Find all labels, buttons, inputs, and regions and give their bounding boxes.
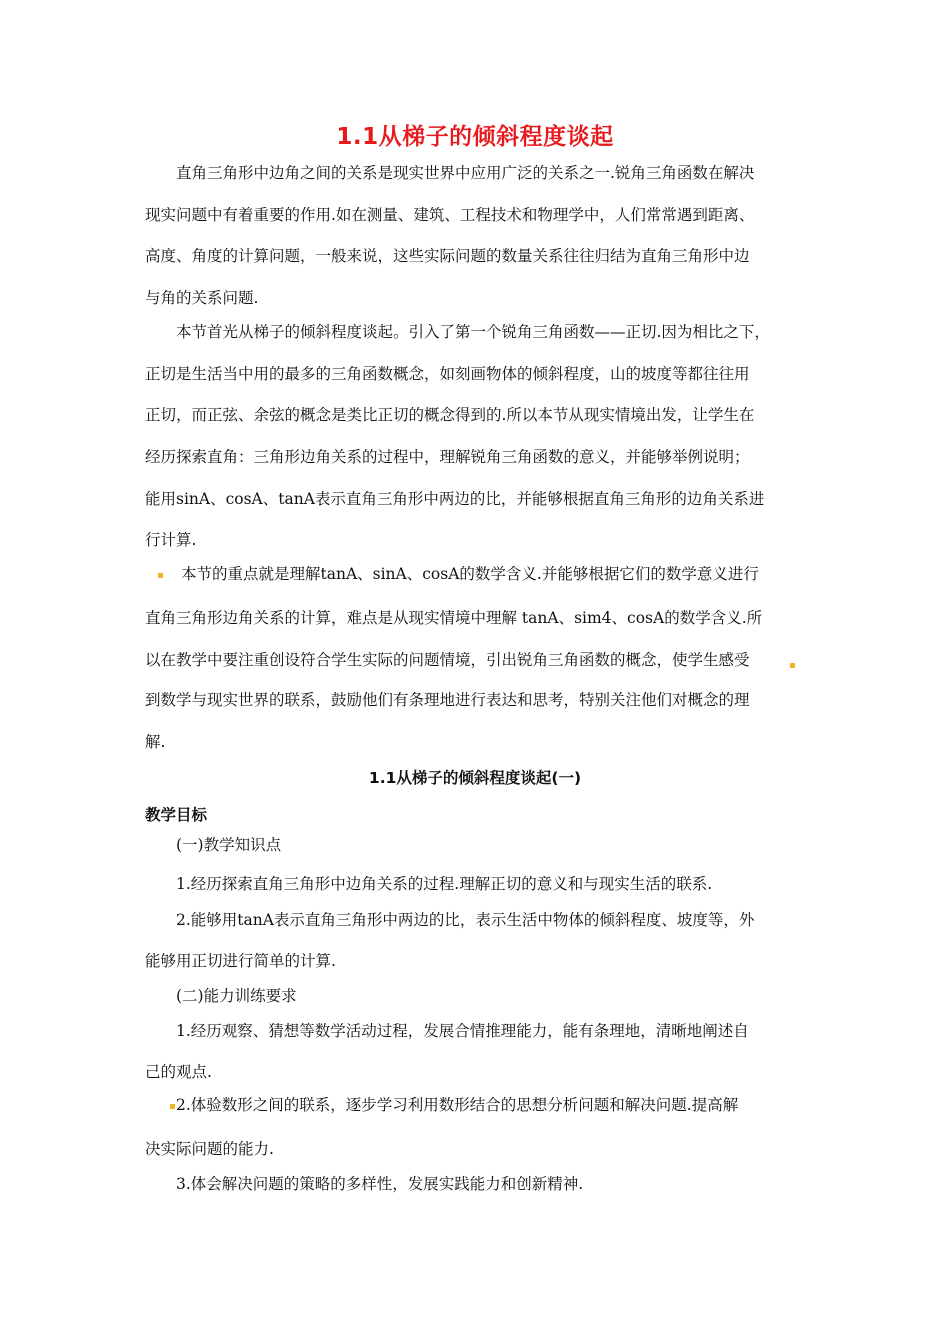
list-item: 1.经历探索直角三角形中边角关系的过程.理解正切的意义和与现实生活的联系.: [176, 875, 713, 893]
paragraph-line: 行计算.: [145, 531, 197, 549]
list-item: 决实际问题的能力.: [145, 1140, 274, 1158]
page-title: 1.1从梯子的倾斜程度谈起: [336, 124, 614, 150]
paragraph-line: 解.: [145, 733, 166, 751]
section-title: 1.1从梯子的倾斜程度谈起(一): [368, 769, 582, 787]
paragraph-line: 到数学与现实世界的联系，鼓励他们有条理地进行表达和思考，特别关注他们对概念的理: [145, 691, 750, 709]
paragraph-line: 以在教学中要注重创设符合学生实际的问题情境，引出锐角三角函数的概念，使学生感受: [145, 651, 750, 669]
paragraph-line: 直角三角形中边角之间的关系是现实世界中应用广泛的关系之一.锐角三角函数在解决: [176, 164, 755, 182]
paragraph-line: 经历探索直角：三角形边角关系的过程中，理解锐角三角函数的意义，并能够举例说明；: [145, 448, 750, 466]
paragraph-line: 本节首光从梯子的倾斜程度谈起。引入了第一个锐角三角函数——正切.因为相比之下，: [176, 323, 770, 341]
paragraph-line: 本节的重点就是理解tanA、sinA、cosA的数学含义.并能够根据它们的数学意义进行: [181, 565, 759, 583]
list-item: 3.体会解决问题的策略的多样性，发展实践能力和创新精神.: [176, 1175, 584, 1193]
paragraph-line: 正切是生活当中用的最多的三角函数概念，如刻画物体的倾斜程度，山的坡度等都往往用: [145, 365, 750, 383]
list-item: 2.能够用tanA表示直角三角形中两边的比，表示生活中物体的倾斜程度、坡度等，外: [176, 911, 755, 929]
list-item: 1.经历观察、猜想等数学活动过程，发展合情推理能力，能有条理地，清晰地阐述自: [176, 1022, 749, 1040]
paragraph-line: 正切，而正弦、余弦的概念是类比正切的概念得到的.所以本节从现实情境出发，让学生在: [145, 406, 755, 424]
list-item: 能够用正切进行简单的计算.: [145, 952, 336, 970]
marker-dot: [158, 573, 163, 578]
section-heading: 教学目标: [145, 806, 208, 824]
list-item: 己的观点.: [145, 1063, 212, 1081]
subheading: (二)能力训练要求: [176, 987, 297, 1005]
marker-dot: [170, 1104, 175, 1109]
list-item: 2.体验数形之间的联系，逐步学习利用数形结合的思想分析问题和解决问题.提高解: [176, 1096, 739, 1114]
paragraph-line: 高度、角度的计算问题，一般来说，这些实际问题的数量关系往往归结为直角三角形中边: [145, 247, 750, 265]
paragraph-line: 现实问题中有着重要的作用.如在测量、建筑、工程技术和物理学中，人们常常遇到距离、: [145, 206, 755, 224]
paragraph-line: 能用sinA、cosA、tanA表示直角三角形中两边的比，并能够根据直角三角形的边角关系进: [145, 490, 765, 508]
paragraph-line: 与角的关系问题.: [145, 289, 259, 307]
paragraph-line: 直角三角形边角关系的计算，难点是从现实情境中理解 tanA、sim4、cosA的数学含义.所: [145, 609, 763, 627]
subheading: (一)教学知识点: [176, 836, 282, 854]
marker-dot: [790, 663, 795, 668]
